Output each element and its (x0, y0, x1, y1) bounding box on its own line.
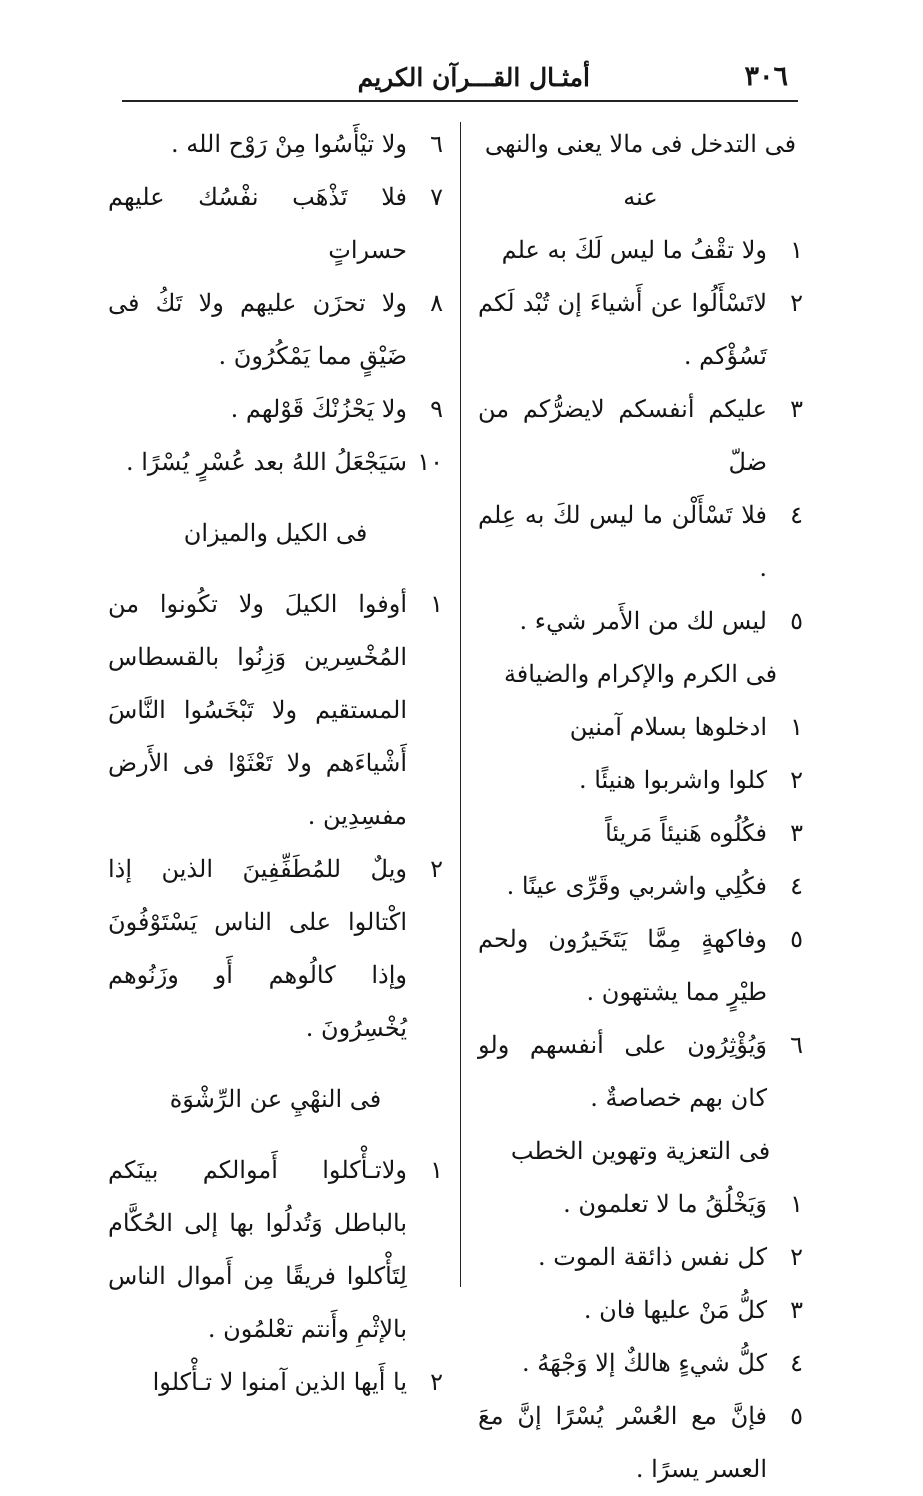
verse (478, 1178, 803, 1231)
verse-number: ٣ (790, 819, 803, 847)
verse (478, 1390, 803, 1496)
verse-text: وَيَخْلُقُ ما لا تعلمون . (563, 1190, 767, 1218)
verse-text: ولا يَحْزُنْكَ قَوْلهم . (230, 395, 407, 423)
verse-number: ١ (790, 236, 803, 264)
verse-text: فإنَّ مع العُسْر يُسْرًا إنَّ معَ العسر يسرًا . (478, 1402, 767, 1483)
header-divider (122, 100, 798, 102)
verse-text: فلا تَذْهَب نفْسُك عليهم حسراتٍ (108, 183, 407, 264)
section-heading-weights-measures: فى الكيل والميزان (183, 519, 368, 547)
verse-number: ١ (790, 713, 803, 741)
verse-text: ولا تحزَن عليهم ولا تَكُ فى ضَيْقٍ مما يَمْكُرُونَ . (108, 289, 407, 370)
verse-number: ٦ (790, 1031, 803, 1059)
page-number: ٣٠٦ (744, 61, 788, 92)
verse-text: وفاكهةٍ مِمَّا يَتَخَيرُون ولحم طيْرٍ مما يشتهون . (478, 925, 767, 1006)
verse (478, 1284, 803, 1337)
verse-text: ولاتـأْكلوا أَموالكم بينَكم بالباطل وَتُدلُوا بها إلى الحُكَّام لِتَأْكلوا فريقًا مِن أَموال الناس بالإثْمِ وأَنتم تعْلمُون . (108, 1156, 407, 1343)
verse-text: كلُّ مَنْ عليها فان . (583, 1296, 767, 1324)
running-title: أمثـال القـــرآن الكريم (357, 63, 590, 92)
verse-text: كلوا واشربوا هنيئًا . (578, 766, 767, 794)
verse-text: سَيَجْعَلُ اللهُ بعد عُسْرٍ يُسْرًا . (126, 448, 407, 476)
verse-number: ٣ (790, 1296, 803, 1324)
verse-number: ١ (430, 1156, 443, 1184)
verse-text: عليكم أنفسكم لايضرُّكم من ضلّ (478, 395, 767, 476)
verse-text: لاتَسْأَلُوا عن أَشياءَ إن تُبْد لَكم تَسُؤْكم . (478, 289, 767, 370)
verse-number: ٥ (790, 607, 803, 635)
verse-text: كل نفس ذائقة الموت . (537, 1243, 767, 1271)
verse-number: ٨ (430, 289, 443, 317)
verse (108, 578, 443, 843)
verse-text: ليس لك من الأَمر شيء . (519, 607, 767, 635)
verse-number: ١٠ (417, 448, 443, 476)
verse-number: ٢ (430, 855, 443, 883)
verse (478, 1019, 803, 1125)
verse (108, 118, 443, 171)
verse-text: ولا تقْفُ ما ليس لَكَ به علم (501, 236, 767, 264)
verse (478, 489, 803, 595)
right-column (478, 118, 803, 1496)
verse-text: كلُّ شيءٍ هالكٌ إلا وَجْهَهُ . (522, 1349, 767, 1377)
verse (108, 171, 443, 277)
verse (478, 701, 803, 754)
verse-number: ٥ (790, 1402, 803, 1430)
verse-number: ٤ (790, 1349, 803, 1377)
verse-text: ولا تيْأَسُوا مِنْ رَوْح الله . (170, 130, 407, 158)
verse-number: ٢ (790, 289, 803, 317)
verse (108, 1144, 443, 1356)
verse-number: ٧ (430, 183, 443, 211)
verse-text: ادخلوها بسلام آمنين (569, 713, 767, 741)
verse (478, 913, 803, 1019)
verse (478, 860, 803, 913)
verse (478, 595, 803, 648)
verse (108, 277, 443, 383)
verse-number: ٩ (430, 395, 443, 423)
verse (478, 383, 803, 489)
verse-text: وَيُؤْثِرُون على أنفسهم ولو كان بهم خصاصةٌ . (478, 1031, 767, 1112)
verse (108, 1356, 443, 1409)
verse-number: ٢ (790, 1243, 803, 1271)
verse-number: ٦ (430, 130, 443, 158)
verse (108, 383, 443, 436)
section-heading-generosity: فى الكرم والإكرام والضيافة (503, 660, 778, 688)
verse (478, 277, 803, 383)
verse-text: ويلٌ للمُطَفِّفِينَ الذين إذا اكْتالوا على الناس يَسْتَوْفُونَ وإذا كالُوهم أَو وزَنُوهم يُخْسِرُونَ . (108, 855, 407, 1042)
verse-text: أوفوا الكيلَ ولا تكُونوا من المُخْسِرين وَزِنُوا بالقسطاس المستقيم ولا تَبْخَسُوا النَّاسَ أَشْياءَهم ولا تَعْثَوْا فى الأَرض مفسِدِين . (108, 590, 407, 830)
page-header (122, 55, 798, 99)
section-heading-condolence: فى التعزية وتهوين الخطب (510, 1137, 771, 1165)
verse (108, 843, 443, 1055)
verse-text: فكُلِي واشربي وقَرِّى عينًا . (506, 872, 767, 900)
verse (478, 1231, 803, 1284)
verse-number: ٢ (790, 766, 803, 794)
verse-number: ٥ (790, 925, 803, 953)
verse (478, 1337, 803, 1390)
column-divider (460, 122, 461, 1287)
verse-number: ٤ (790, 872, 803, 900)
verse (478, 754, 803, 807)
verse (108, 436, 443, 489)
verse-number: ٣ (790, 395, 803, 423)
verse-number: ١ (790, 1190, 803, 1218)
verse (478, 807, 803, 860)
section-heading-bribery: فى النهْيِ عن الرِّشْوَة (169, 1085, 382, 1113)
verse-text: فلا تَسْأَلْن ما ليس لكَ به عِلم . (478, 501, 767, 582)
verse-text: فكُلُوه هَنيئاً مَريئاً (605, 819, 767, 847)
verse-number: ٢ (430, 1368, 443, 1396)
left-column (108, 118, 443, 1409)
verse-number: ٤ (790, 501, 803, 529)
verse-number: ١ (430, 590, 443, 618)
verse (478, 224, 803, 277)
verse-text: يا أَيها الذين آمنوا لا تـأْكلوا (152, 1368, 407, 1396)
section-heading-interference: فى التدخل فى مالا يعنى والنهى عنه (484, 130, 797, 211)
